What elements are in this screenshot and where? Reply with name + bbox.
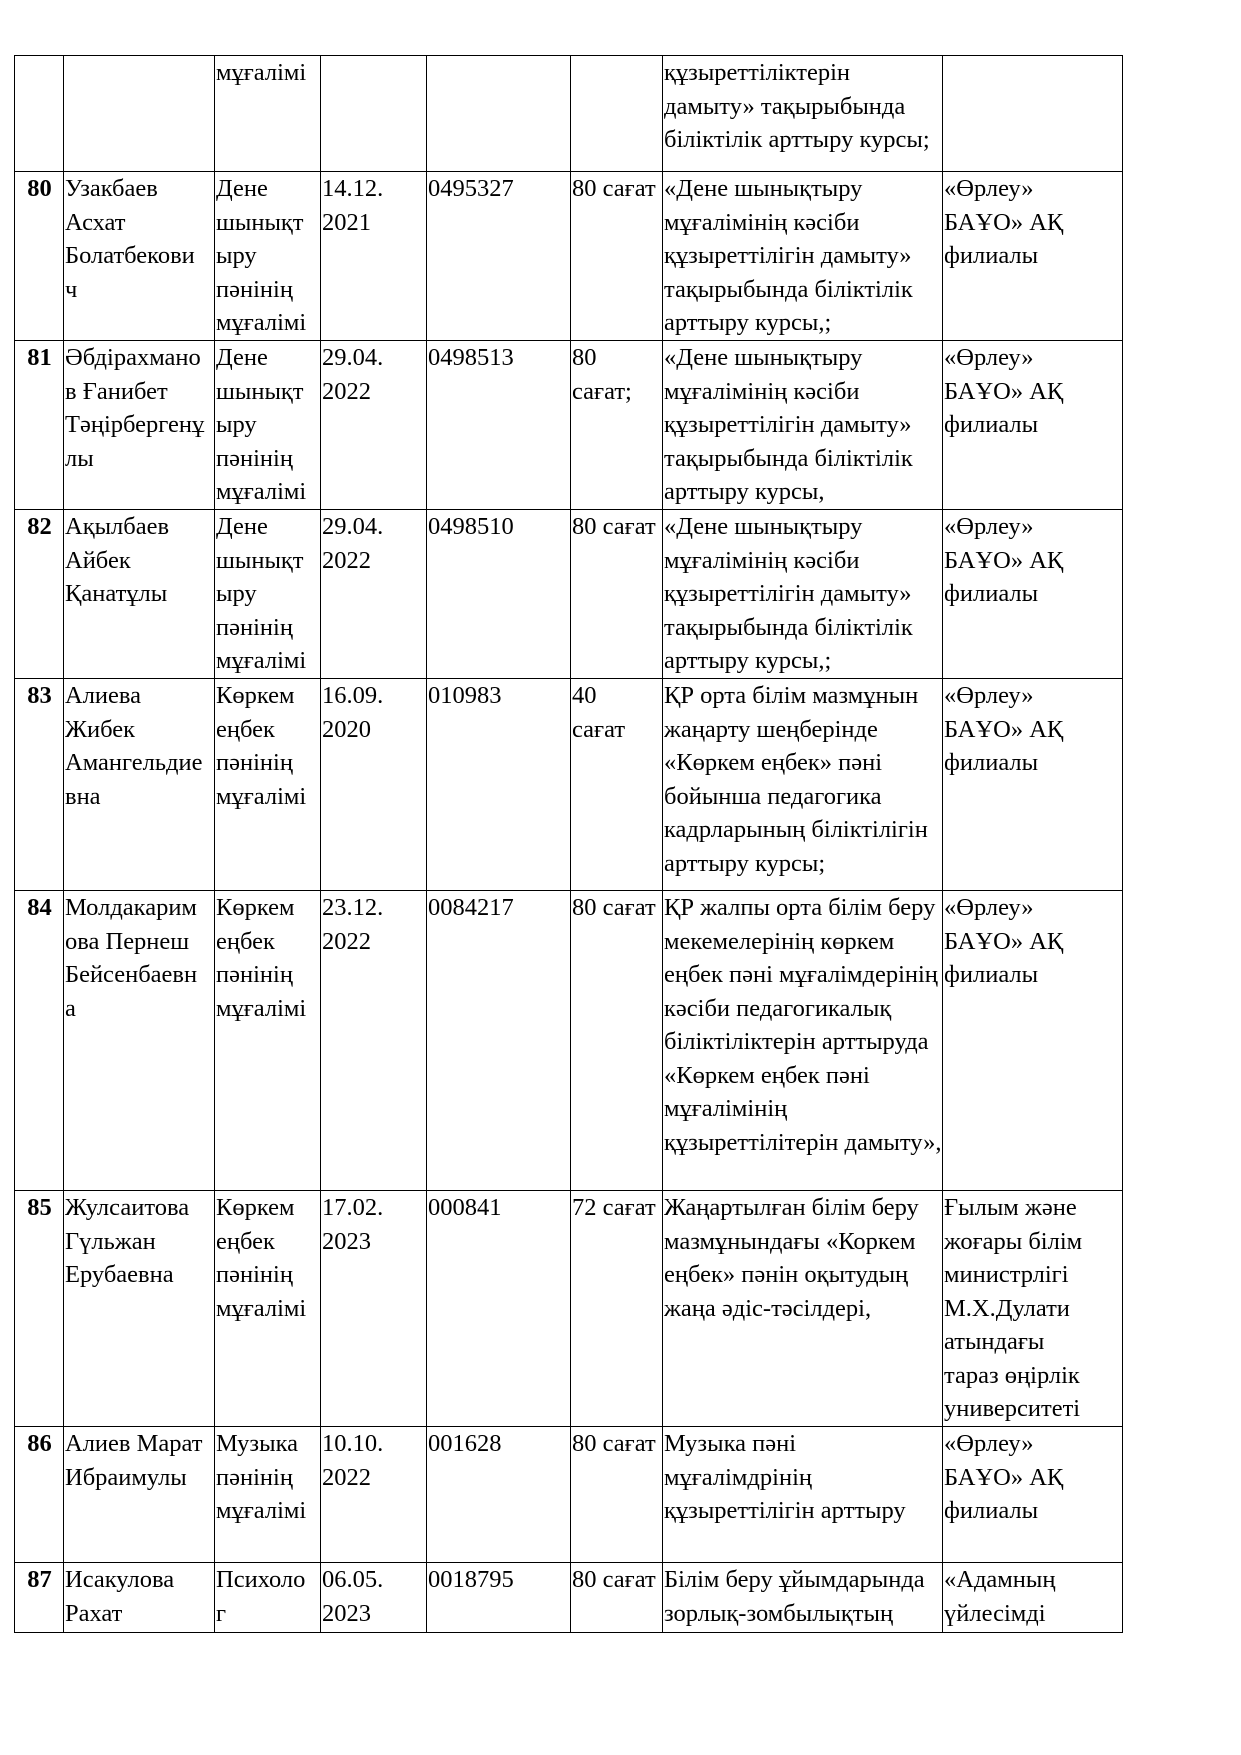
course-hours: 80 сағат — [571, 890, 663, 1190]
table-row — [15, 56, 1123, 172]
course-date: 23.12. 2022 — [321, 890, 427, 1190]
table-row — [15, 340, 1123, 509]
row-number: 83 — [15, 678, 64, 890]
training-organization: «Өрлеу» БАҰО» АҚ филиалы — [943, 1427, 1123, 1563]
table-row — [15, 1563, 1123, 1633]
teacher-name: Алиев Марат Ибраимулы — [64, 1427, 215, 1563]
course-title: ҚР жалпы орта білім беру мекемелерінің көркем еңбек пәні мұғалімдерінің кәсіби педагогикалық біліктіліктерін арттыруда «Көркем еңбек пәні мұғалімінің құзыреттілітерін дамыту», — [663, 890, 943, 1190]
row-number: 87 — [15, 1563, 64, 1633]
course-date: 06.05. 2023 — [321, 1563, 427, 1633]
table-row — [15, 509, 1123, 678]
certificate-number — [427, 56, 571, 172]
course-date: 29.04. 2022 — [321, 340, 427, 509]
row-number — [15, 56, 64, 172]
course-title: құзыреттіліктерін дамыту» тақырыбында біліктілік арттыру курсы; — [663, 56, 943, 172]
course-hours: 80 сағат — [571, 172, 663, 341]
teacher-qualification-table — [14, 55, 1123, 1633]
certificate-number: 0495327 — [427, 172, 571, 341]
certificate-number: 001628 — [427, 1427, 571, 1563]
course-date: 10.10. 2022 — [321, 1427, 427, 1563]
row-number: 80 — [15, 172, 64, 341]
table-row — [15, 172, 1123, 341]
course-title: «Дене шынықтыру мұғалімінің кәсіби құзыреттілігін дамыту» тақырыбында біліктілік арттыру курсы,; — [663, 509, 943, 678]
certificate-number: 0498510 — [427, 509, 571, 678]
course-hours: 80 сағат — [571, 1563, 663, 1633]
teacher-name: Молдакарим ова Пернеш Бейсенбаевн а — [64, 890, 215, 1190]
table-row — [15, 1190, 1123, 1426]
teacher-name: Әбдірахмано в Ғанибет Тәңірбергенұ лы — [64, 340, 215, 509]
certificate-number: 0084217 — [427, 890, 571, 1190]
course-title: Жаңартылған білім беру мазмұнындағы «Коркем еңбек» пәнін оқытудың жаңа әдіс-тәсілдері, — [663, 1190, 943, 1426]
training-organization: Ғылым және жоғары білім министрлігі М.Х.Дулати атындағы тараз өңірлік университеті — [943, 1190, 1123, 1426]
teacher-name — [64, 56, 215, 172]
teacher-position: Музыка пәнінің мұғалімі — [215, 1427, 321, 1563]
course-title: Музыка пәні мұғалімдрінің құзыреттілігін арттыру — [663, 1427, 943, 1563]
training-organization: «Өрлеу» БАҰО» АҚ филиалы — [943, 172, 1123, 341]
course-hours: 72 сағат — [571, 1190, 663, 1426]
training-organization: «Адамның үйлесімді — [943, 1563, 1123, 1633]
teacher-name: Ақылбаев Айбек Қанатұлы — [64, 509, 215, 678]
course-hours: 80 сағат — [571, 509, 663, 678]
course-date: 29.04. 2022 — [321, 509, 427, 678]
teacher-name: Алиева Жибек Амангельдие вна — [64, 678, 215, 890]
certificate-number: 010983 — [427, 678, 571, 890]
row-number: 81 — [15, 340, 64, 509]
teacher-position: мұғалімі — [215, 56, 321, 172]
teacher-name: Узакбаев Асхат Болатбекови ч — [64, 172, 215, 341]
row-number: 86 — [15, 1427, 64, 1563]
course-title: «Дене шынықтыру мұғалімінің кәсіби құзыреттілігін дамыту» тақырыбында біліктілік арттыру курсы,; — [663, 172, 943, 341]
course-title: ҚР орта білім мазмұнын жаңарту шеңберінде «Көркем еңбек» пәні бойынша педагогика кадрларының біліктілігін арттыру курсы; — [663, 678, 943, 890]
course-hours: 80 сағат; — [571, 340, 663, 509]
course-hours — [571, 56, 663, 172]
certificate-number: 000841 — [427, 1190, 571, 1426]
teacher-position: Дене шынықт ыру пәнінің мұғалімі — [215, 509, 321, 678]
table-row — [15, 890, 1123, 1190]
teacher-position: Дене шынықт ыру пәнінің мұғалімі — [215, 340, 321, 509]
course-date — [321, 56, 427, 172]
teacher-position: Көркем еңбек пәнінің мұғалімі — [215, 678, 321, 890]
teacher-position: Психоло г — [215, 1563, 321, 1633]
row-number: 85 — [15, 1190, 64, 1426]
course-title: «Дене шынықтыру мұғалімінің кәсіби құзыреттілігін дамыту» тақырыбында біліктілік арттыру курсы, — [663, 340, 943, 509]
course-date: 16.09. 2020 — [321, 678, 427, 890]
teacher-position: Көркем еңбек пәнінің мұғалімі — [215, 890, 321, 1190]
row-number: 84 — [15, 890, 64, 1190]
training-organization: «Өрлеу» БАҰО» АҚ филиалы — [943, 340, 1123, 509]
teacher-position: Көркем еңбек пәнінің мұғалімі — [215, 1190, 321, 1426]
course-hours: 40 сағат — [571, 678, 663, 890]
training-organization: «Өрлеу» БАҰО» АҚ филиалы — [943, 678, 1123, 890]
table-row — [15, 1427, 1123, 1563]
table-row — [15, 678, 1123, 890]
certificate-number: 0018795 — [427, 1563, 571, 1633]
course-date: 17.02. 2023 — [321, 1190, 427, 1426]
training-organization: «Өрлеу» БАҰО» АҚ филиалы — [943, 890, 1123, 1190]
teacher-name: Жулсаитова Гүльжан Ерубаевна — [64, 1190, 215, 1426]
training-organization — [943, 56, 1123, 172]
certificate-number: 0498513 — [427, 340, 571, 509]
course-hours: 80 сағат — [571, 1427, 663, 1563]
teacher-name: Исакулова Рахат — [64, 1563, 215, 1633]
teacher-position: Дене шынықт ыру пәнінің мұғалімі — [215, 172, 321, 341]
course-title: Білім беру ұйымдарында зорлық-зомбылықтың — [663, 1563, 943, 1633]
row-number: 82 — [15, 509, 64, 678]
course-date: 14.12. 2021 — [321, 172, 427, 341]
training-organization: «Өрлеу» БАҰО» АҚ филиалы — [943, 509, 1123, 678]
